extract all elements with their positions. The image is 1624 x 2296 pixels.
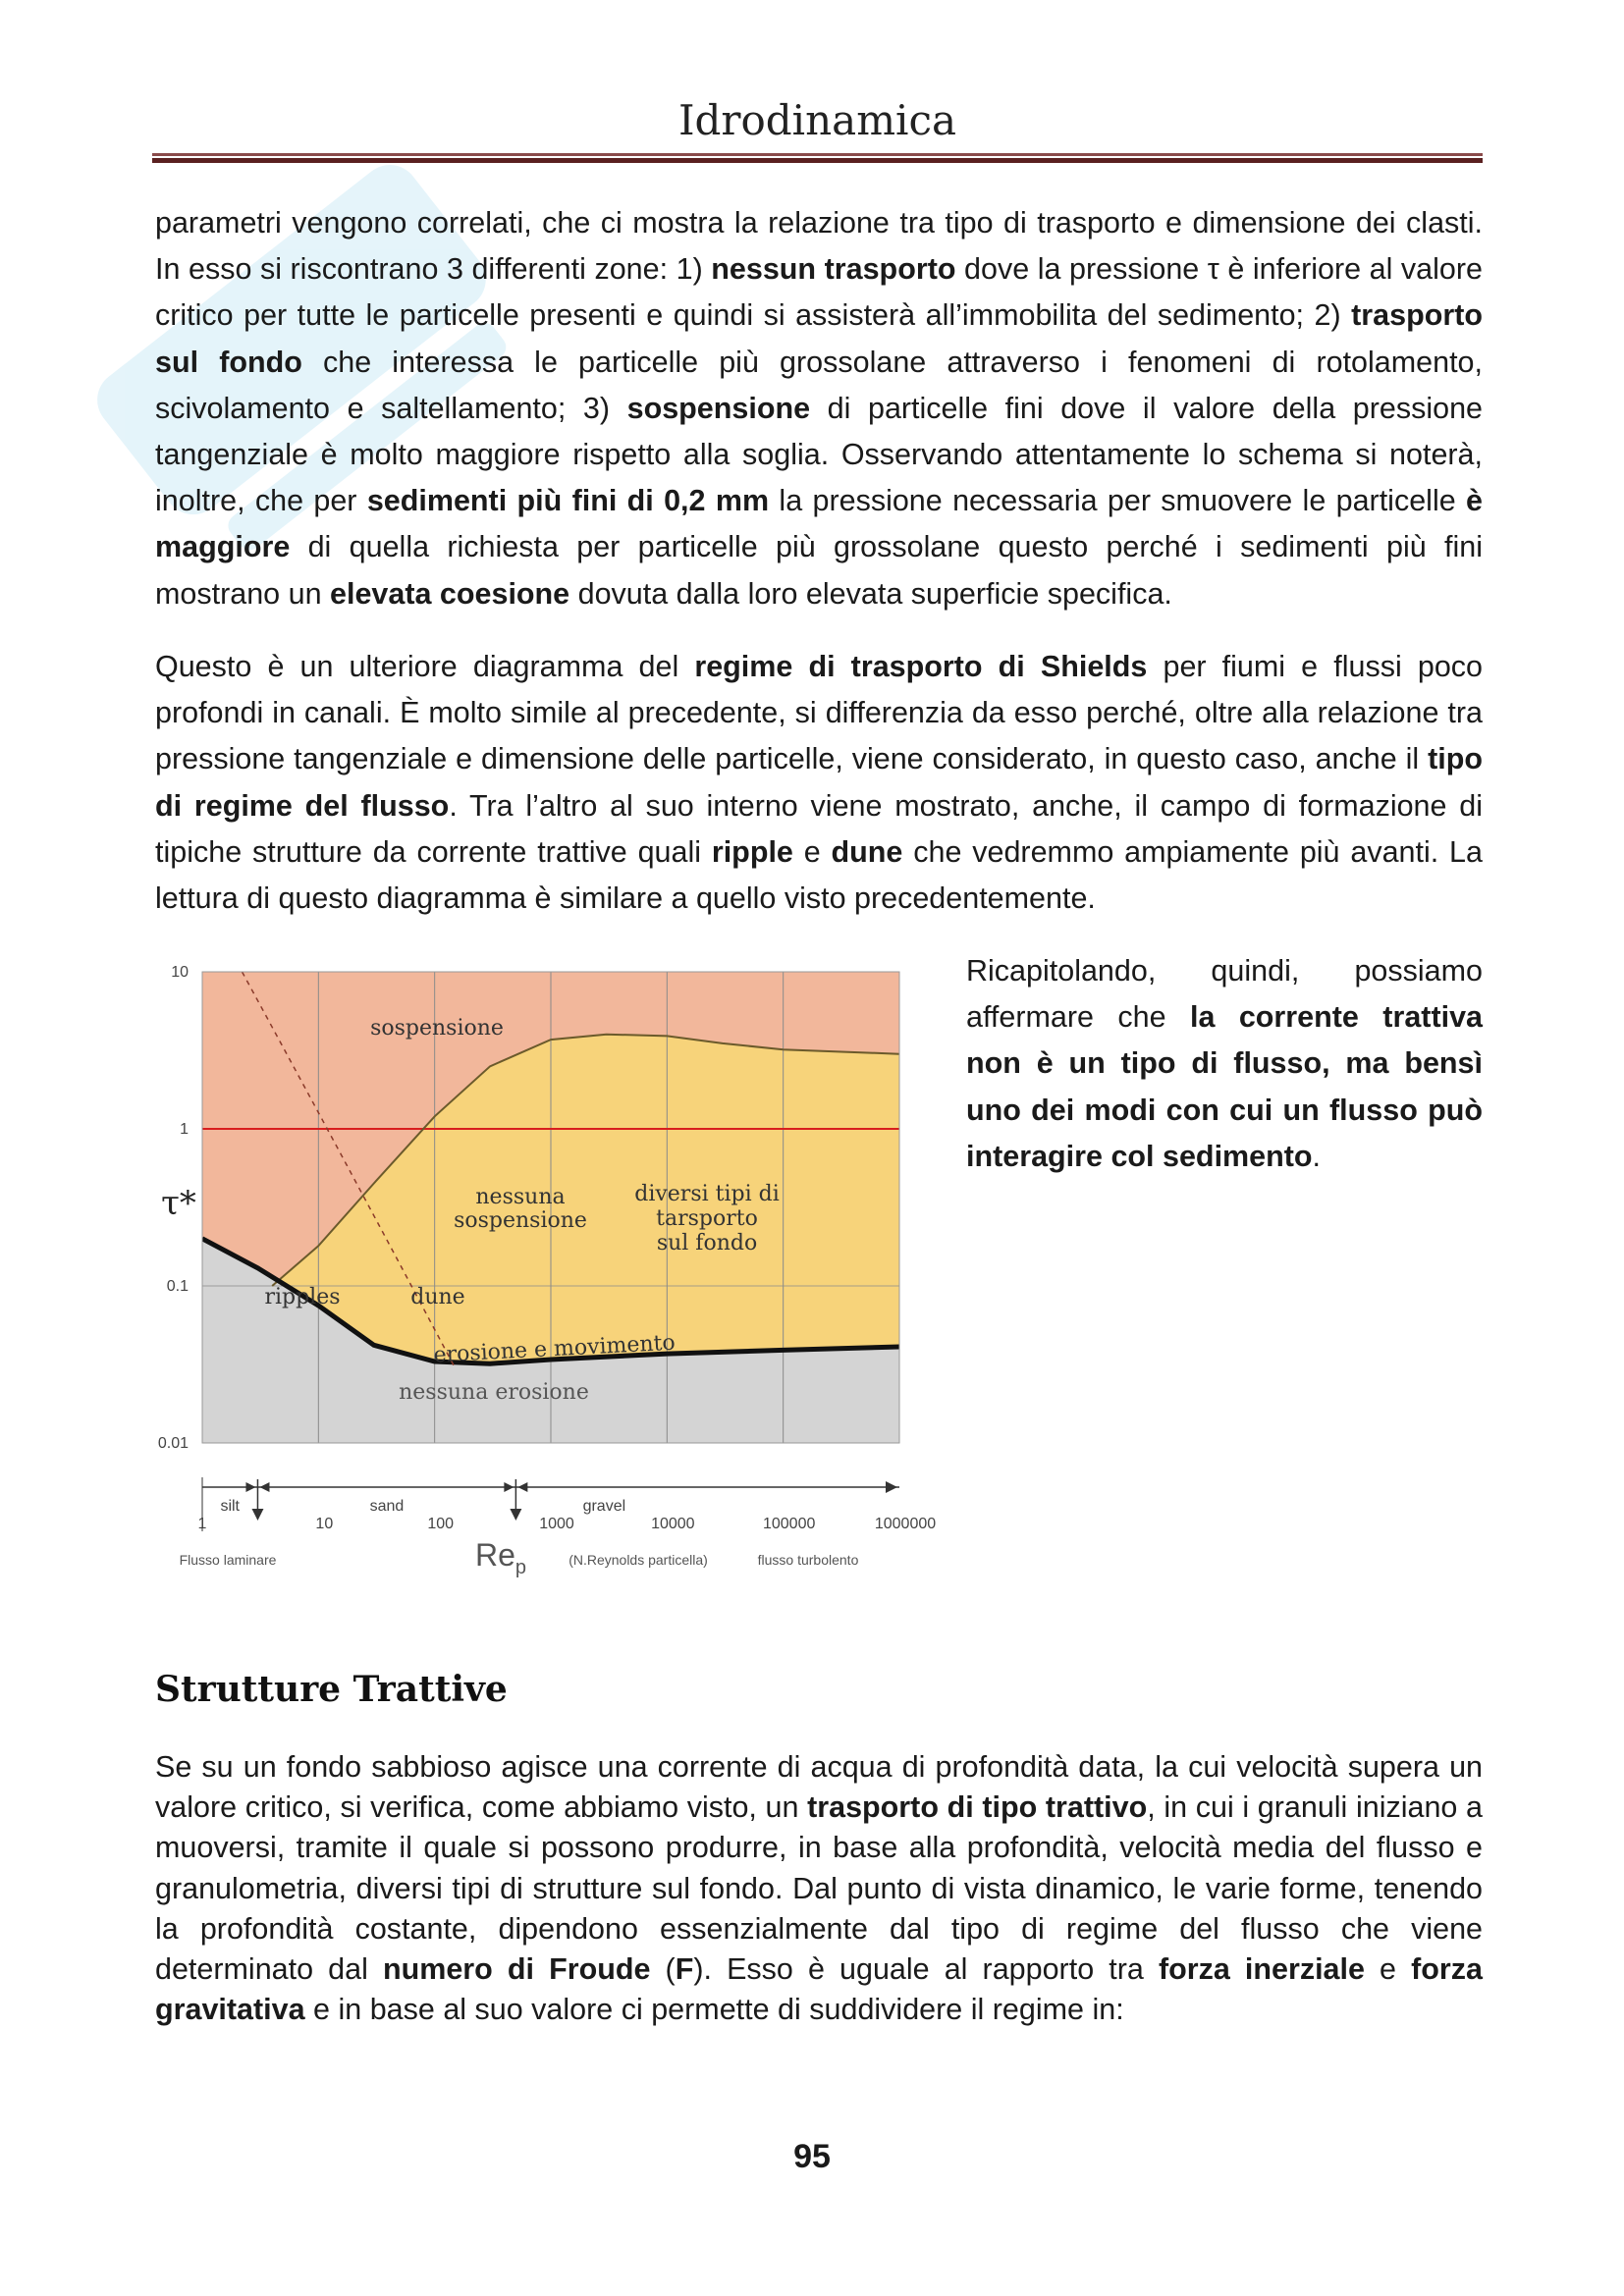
grain-class-sand: sand (369, 1498, 405, 1515)
paragraph-tractive-structures: Se su un fondo sabbioso agisce una corrente di acqua di profondità data, la cui velocità supera un valore critico, si verifica, come abbiamo visto, un trasporto di tipo trattivo, in cui i granuli iniziano a muoversi, tramite il quale si possono produrre, in base alla profondità, velocità media del flusso e granulometria, diversi tipi di strutture sul fondo. Dal punto di vista dinamico, le varie forme, tenendo la profondità costante, dipendono essenzialmente dal tipo di regime del flusso che viene determinato dal numero di Froude (F). Esso è uguale al rapporto tra forza inerziale e forza gravitativa e in base al suo valore ci permette di suddividere il regime in: (155, 1750, 1483, 2027)
x-tick-label: 100000 (762, 1516, 816, 1532)
region-label-erosion: erosione e movimento (433, 1330, 677, 1368)
grain-arrowhead (259, 1482, 269, 1492)
grain-class-silt: silt (220, 1498, 241, 1515)
x-tick-label: 10 (315, 1516, 334, 1532)
x-axis-note: (N.Reynolds particella) (568, 1552, 708, 1568)
region-label-ripples: ripples (264, 1285, 341, 1309)
x-tick-label: 1 (197, 1516, 207, 1532)
x-tick-label: 1000000 (874, 1516, 937, 1532)
grain-arrowhead (517, 1482, 527, 1492)
region-label-suspension: sospensione (370, 1016, 504, 1041)
y-tick-label: 0.01 (157, 1435, 189, 1452)
paragraph-transport-zones: parametri vengono correlati, che ci mostra la relazione tra tipo di trasporto e dimensione dei clasti. In esso si riscontrano 3 differenti zone: 1) nessun trasporto dove la pressione τ è inferiore al valore critico per tutte le particelle presenti e quindi si assisterà all’immobilita del sedimento; 2) trasporto sul fondo che interessa le particelle più grossolane attraverso i fenomeni di rotolamento, scivolamento e saltellamento; 3) sospensione di particelle fini dove il valore della pressione tangenziale è molto maggiore rispetto alla soglia. Osservando attentamente lo schema si noterà, inoltre, che per sedimenti più fini di 0,2 mm la pressione necessaria per smuovere le particelle è maggiore di quella richiesta per particelle più grossolane questo perché i sedimenti più fini mostrano un elevata coesione dovuta dalla loro elevata superficie specifica. (155, 206, 1483, 611)
turbulent-flow-label: flusso turbolento (757, 1552, 859, 1568)
y-tick-label: 1 (180, 1121, 189, 1138)
x-tick-label: 1000 (539, 1516, 574, 1532)
shields-diagram (157, 957, 943, 1590)
y-tick-label: 10 (171, 964, 189, 981)
grain-arrowhead (886, 1481, 897, 1493)
region-label-no-erosion: nessuna erosione (399, 1380, 589, 1405)
grain-boundary-arrow (510, 1509, 521, 1521)
paragraph-recap: Ricapitolando, quindi, possiamo affermare che la corrente trattiva non è un tipo di flusso, ma bensì uno dei modi con cui un flusso può interagire col sedimento. (966, 954, 1483, 1173)
page-header-title: Idrodinamica (677, 96, 957, 144)
section-title: Strutture Trattive (155, 1669, 508, 1710)
x-tick-label: 10000 (651, 1516, 695, 1532)
grain-arrowhead (504, 1482, 514, 1492)
region-label-no-suspension: nessuna sospensione (454, 1185, 587, 1233)
region-label-bed-transport: diversi tipi di tarsporto sul fondo (634, 1182, 780, 1255)
y-axis-title: τ* (161, 1184, 196, 1223)
header-divider (152, 153, 1483, 163)
x-axis-title: $Re_p$ (474, 1537, 527, 1578)
grain-arrowhead (245, 1482, 255, 1492)
laminar-flow-label: Flusso laminare (179, 1552, 277, 1568)
y-tick-label: 0.1 (166, 1278, 189, 1295)
grain-boundary-arrow (251, 1509, 263, 1521)
x-tick-label: 100 (427, 1516, 455, 1532)
paragraph-shields-diagram: Questo è un ulteriore diagramma del regime di trasporto di Shields per fiumi e flussi poco profondi in canali. È molto simile al precedente, si differenzia da esso perché, oltre alla relazione tra pressione tangenziale e dimensione delle particelle, viene considerato, in questo caso, anche il tipo di regime del flusso. Tra l’altro al suo interno viene mostrato, anche, il campo di formazione di tipiche strutture da corrente trattive quali ripple e dune che vedremmo ampiamente più avanti. La lettura di questo diagramma è similare a quello visto precedentemente. (155, 650, 1483, 916)
region-label-dunes: dune (410, 1285, 465, 1309)
grain-class-gravel: gravel (582, 1498, 626, 1515)
page-number: 95 (793, 2138, 831, 2175)
